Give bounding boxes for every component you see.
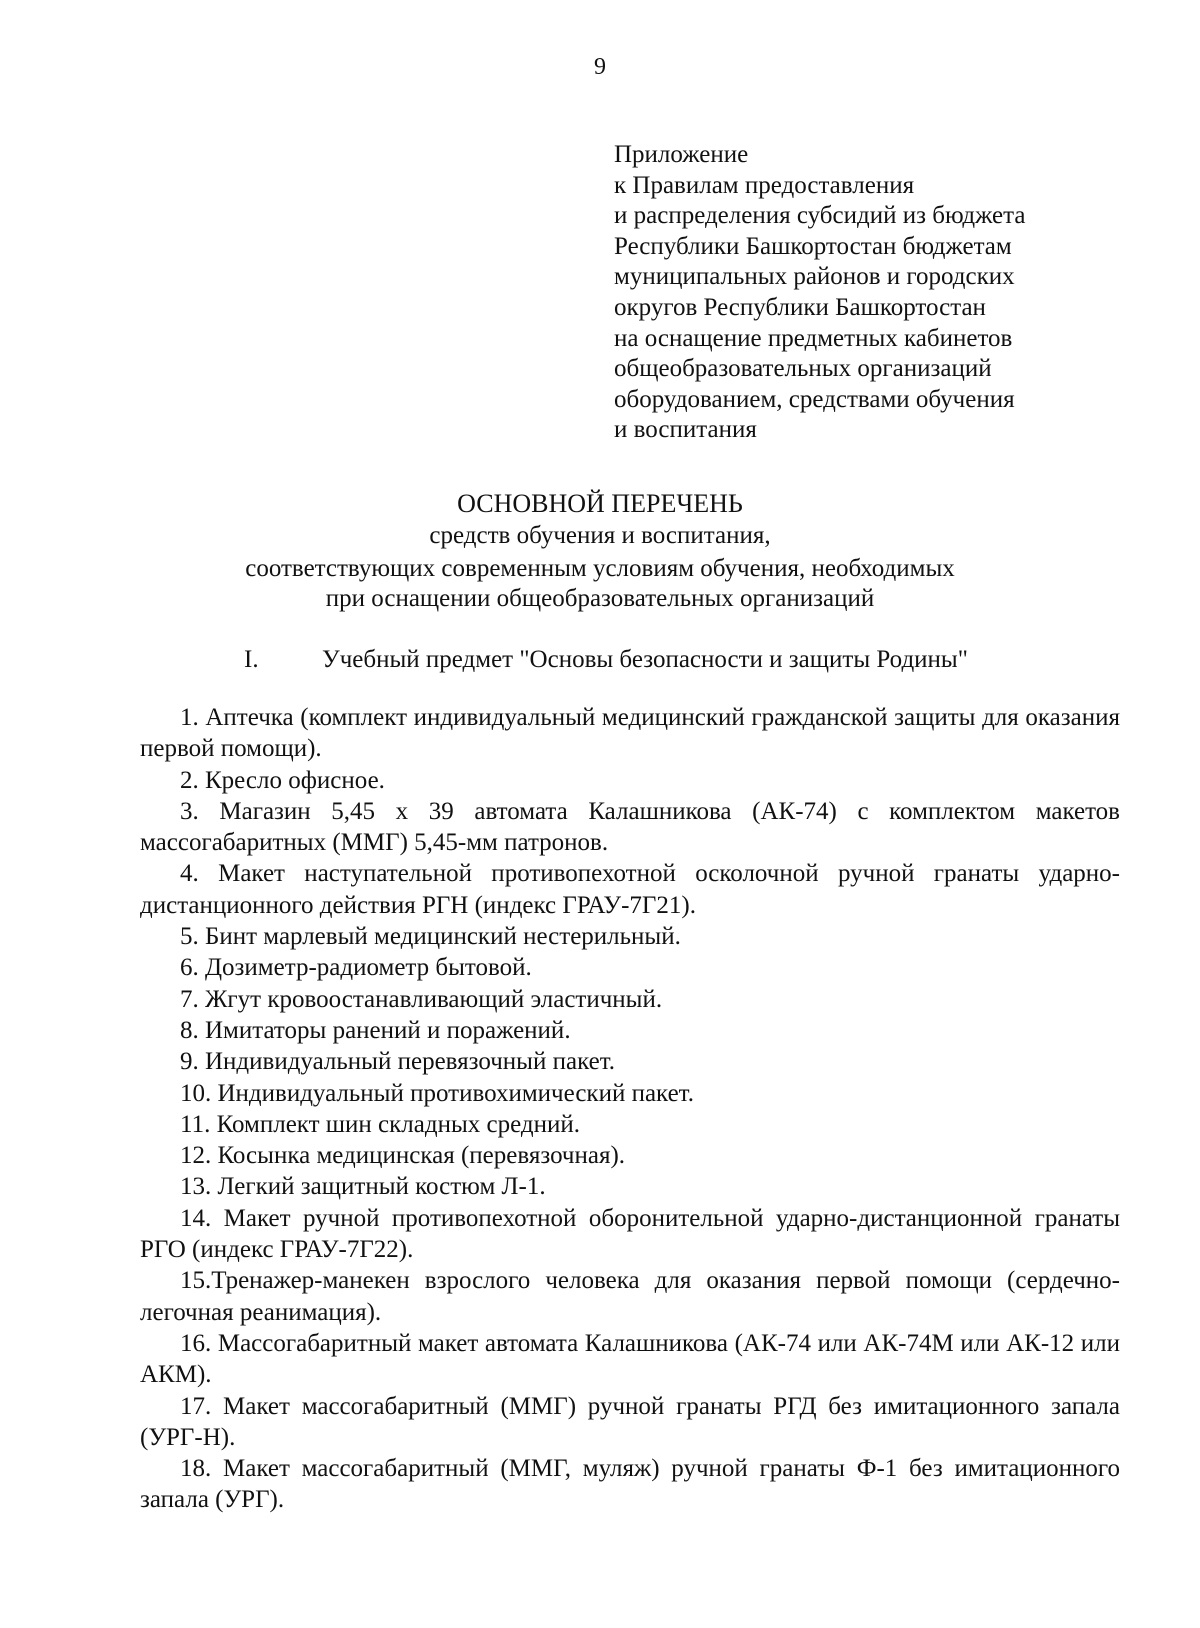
- appendix-line: на оснащение предметных кабинетов: [614, 324, 1013, 352]
- appendix-line: Республики Башкортостан бюджетам: [614, 232, 1012, 260]
- appendix-note: [614, 140, 1025, 446]
- section-number: I.: [244, 646, 259, 673]
- list-item: 4. Макет наступательной противопехотной осколочной ручной гранаты ударно-дистанционного действия РГН (индекс ГРАУ-7Г21).: [140, 860, 1120, 919]
- list-item: 1. Аптечка (комплект индивидуальный медицинский гражданской защиты для оказания первой помощи).: [140, 704, 1120, 763]
- appendix-line: оборудованием, средствами обучения: [614, 385, 1015, 413]
- list-item: 16. Массогабаритный макет автомата Калашникова (АК-74 или АК-74М или АК-12 или АКМ).: [140, 1329, 1120, 1389]
- list-item: 6. Дозиметр-радиометр бытовой.: [180, 954, 532, 982]
- list-item: 17. Макет массогабаритный (ММГ) ручной гранаты РГД без имитационного запала (УРГ-Н).: [140, 1392, 1120, 1451]
- appendix-line: к Правилам предоставления: [614, 171, 915, 199]
- list-item: 7. Жгут кровоостанавливающий эластичный.: [180, 985, 663, 1013]
- section-title: Учебный предмет "Основы безопасности и защиты Родины": [322, 646, 968, 673]
- page-number: 9: [594, 54, 606, 80]
- list-item: 3. Магазин 5,45 х 39 автомата Калашникова (АК-74) с комплектом макетов массогабаритных (ММГ) 5,45-мм патронов.: [140, 797, 1120, 857]
- document-subtitle-line: при оснащении общеобразовательных организаций: [325, 585, 875, 612]
- appendix-line: и распределения субсидий из бюджета: [614, 202, 1026, 230]
- document-title: ОСНОВНОЙ ПЕРЕЧЕНЬ: [457, 489, 743, 518]
- appendix-line: и воспитания: [614, 416, 757, 444]
- document-subtitle-line: средств обучения и воспитания,: [429, 522, 771, 549]
- document-subtitle-line: соответствующих современным условиям обучения, необходимых: [245, 555, 955, 582]
- list-item: 15.Тренажер-манекен взрослого человека для оказания первой помощи (сердечно-легочная реанимация).: [140, 1267, 1120, 1326]
- list-item: 9. Индивидуальный перевязочный пакет.: [180, 1048, 615, 1076]
- list-item: 12. Косынка медицинская (перевязочная).: [180, 1142, 626, 1170]
- appendix-line: муниципальных районов и городских: [614, 263, 1015, 291]
- list-item: 13. Легкий защитный костюм Л-1.: [180, 1173, 546, 1201]
- list-item: 10. Индивидуальный противохимический пакет.: [180, 1079, 694, 1107]
- list-item: 5. Бинт марлевый медицинский нестерильный.: [180, 923, 681, 951]
- section-heading: [244, 646, 968, 674]
- list-item: 2. Кресло офисное.: [180, 766, 385, 794]
- list-item: 18. Макет массогабаритный (ММГ, муляж) ручной гранаты Ф-1 без имитационного запала (УРГ).: [140, 1455, 1120, 1514]
- appendix-line: округов Республики Башкортостан: [614, 293, 986, 321]
- appendix-line: общеобразовательных организаций: [614, 355, 992, 383]
- appendix-line: Приложение: [614, 141, 749, 168]
- equipment-list: [140, 702, 1120, 1516]
- list-item: 14. Макет ручной противопехотной оборонительной ударно-дистанционной гранаты РГО (индекс ГРАУ-7Г22).: [140, 1204, 1120, 1264]
- list-item: 8. Имитаторы ранений и поражений.: [180, 1016, 571, 1044]
- list-item: 11. Комплект шин складных средний.: [180, 1110, 580, 1138]
